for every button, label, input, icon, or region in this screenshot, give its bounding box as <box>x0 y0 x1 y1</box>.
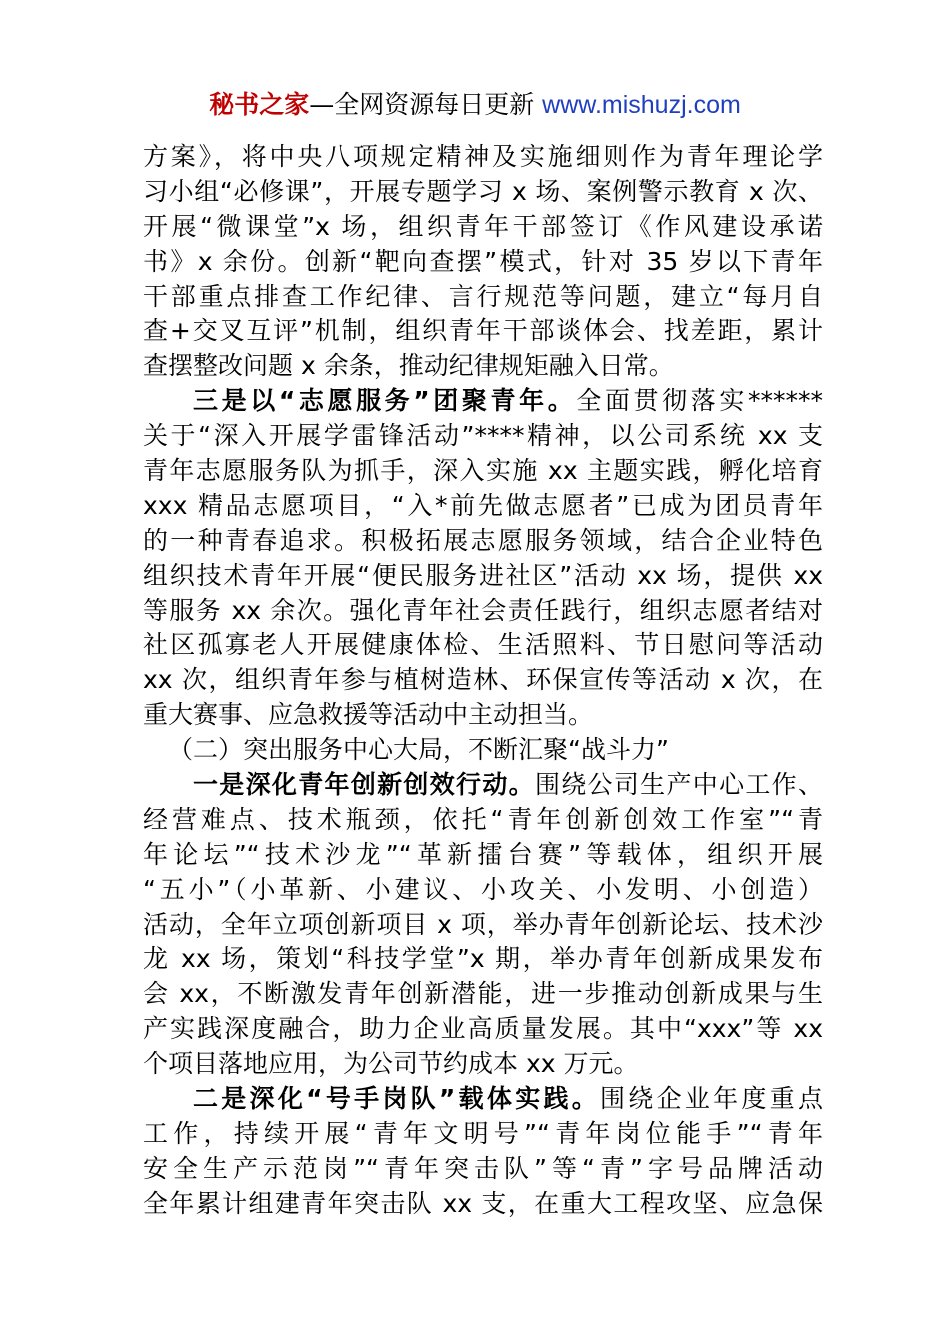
paragraph-line: 年论坛”“技术沙龙”“革新擂台赛”等载体，组织开展 <box>143 839 823 869</box>
paragraph-line: 产实践深度融合，助力企业高质量发展。其中“xxx”等 xx <box>143 1014 823 1044</box>
paragraph-line: 查+交叉互评”机制，组织青年干部谈体会、找差距，累计 <box>143 316 823 346</box>
paragraph-line: 组织技术青年开展“便民服务进社区”活动 xx 场，提供 xx <box>143 560 823 590</box>
document-body <box>143 140 823 1222</box>
paragraph-line: 社区孤寡老人开展健康体检、生活照料、节日慰问等活动 <box>143 630 823 660</box>
paragraph-line: 的一种青春追求。积极拓展志愿服务领域，结合企业特色 <box>143 525 823 555</box>
paragraph-line: 方案》，将中央八项规定精神及实施细则作为青年理论学 <box>143 142 823 171</box>
paragraph-line: 一是深化青年创新创效行动。围绕公司生产中心工作、 <box>193 770 823 800</box>
paragraph-line: xxx 精品志愿项目，“入*前先做志愿者”已成为团员青年 <box>143 490 823 520</box>
paragraph-line: 个项目落地应用，为公司节约成本 xx 万元。 <box>143 1049 639 1079</box>
section-lead: 二是深化“号手岗队”载体实践。 <box>193 1084 601 1114</box>
site-header <box>0 88 950 122</box>
paragraph-line: 二是深化“号手岗队”载体实践。围绕企业年度重点 <box>193 1084 823 1114</box>
paragraph-line: 青年志愿服务队为抓手，深入实施 xx 主题实践，孵化培育 <box>143 456 823 486</box>
section-lead: 一是深化青年创新创效行动。 <box>193 770 535 800</box>
paragraph-line: 书》x 余份。创新“靶向查摆”模式，针对 35 岁以下青年 <box>143 246 823 276</box>
paragraph-line: 关于“深入开展学雷锋活动”****精神，以公司系统 xx 支 <box>143 421 823 451</box>
paragraph-line: 龙 xx 场，策划“科技学堂”x 期，举办青年创新成果发布 <box>143 944 823 974</box>
paragraph-line: 干部重点排查工作纪律、言行规范等问题，建立“每月自 <box>143 281 823 311</box>
paragraph-line: “五小”（小革新、小建议、小攻关、小发明、小创造） <box>143 874 823 904</box>
paragraph-line: 三是以“志愿服务”团聚青年。全面贯彻落实****** <box>193 386 823 416</box>
paragraph-line: xx 次，组织青年参与植树造林、环保宣传等活动 x 次，在 <box>143 665 823 695</box>
paragraph-line: 开展“微课堂”x 场，组织青年干部签订《作风建设承诺 <box>143 211 823 241</box>
paragraph-line: 重大赛事、应急救援等活动中主动担当。 <box>143 700 594 730</box>
paragraph-line: 活动，全年立项创新项目 x 项，举办青年创新论坛、技术沙 <box>143 909 823 939</box>
site-brand: 秘书之家 <box>209 90 310 119</box>
section-lead: 三是以“志愿服务”团聚青年。 <box>193 386 577 416</box>
paragraph-line: 习小组“必修课”，开展专题学习 x 场、案例警示教育 x 次、 <box>143 176 823 206</box>
paragraph-line: 安全生产示范岗”“青年突击队”等“青”字号品牌活动 <box>143 1153 823 1183</box>
paragraph-line: 工作，持续开展“青年文明号”“青年岗位能手”“青年 <box>143 1118 823 1148</box>
paragraph-line: 经营难点、技术瓶颈，依托“青年创新创效工作室”“青 <box>143 804 823 834</box>
paragraph-line: 等服务 xx 余次。强化青年社会责任践行，组织志愿者结对 <box>143 595 823 625</box>
section-heading: （二）突出服务中心大局，不断汇聚“战斗力” <box>168 735 669 765</box>
paragraph-line: 全年累计组建青年突击队 xx 支，在重大工程攻坚、应急保 <box>143 1188 823 1218</box>
site-tagline: —全网资源每日更新 <box>309 90 543 119</box>
paragraph-line: 会 xx，不断激发青年创新潜能，进一步推动创新成果与生 <box>143 979 823 1009</box>
site-url-link[interactable]: www.mishuzj.com <box>542 91 741 119</box>
paragraph-line: 查摆整改问题 x 余条，推动纪律规矩融入日常。 <box>143 351 674 381</box>
